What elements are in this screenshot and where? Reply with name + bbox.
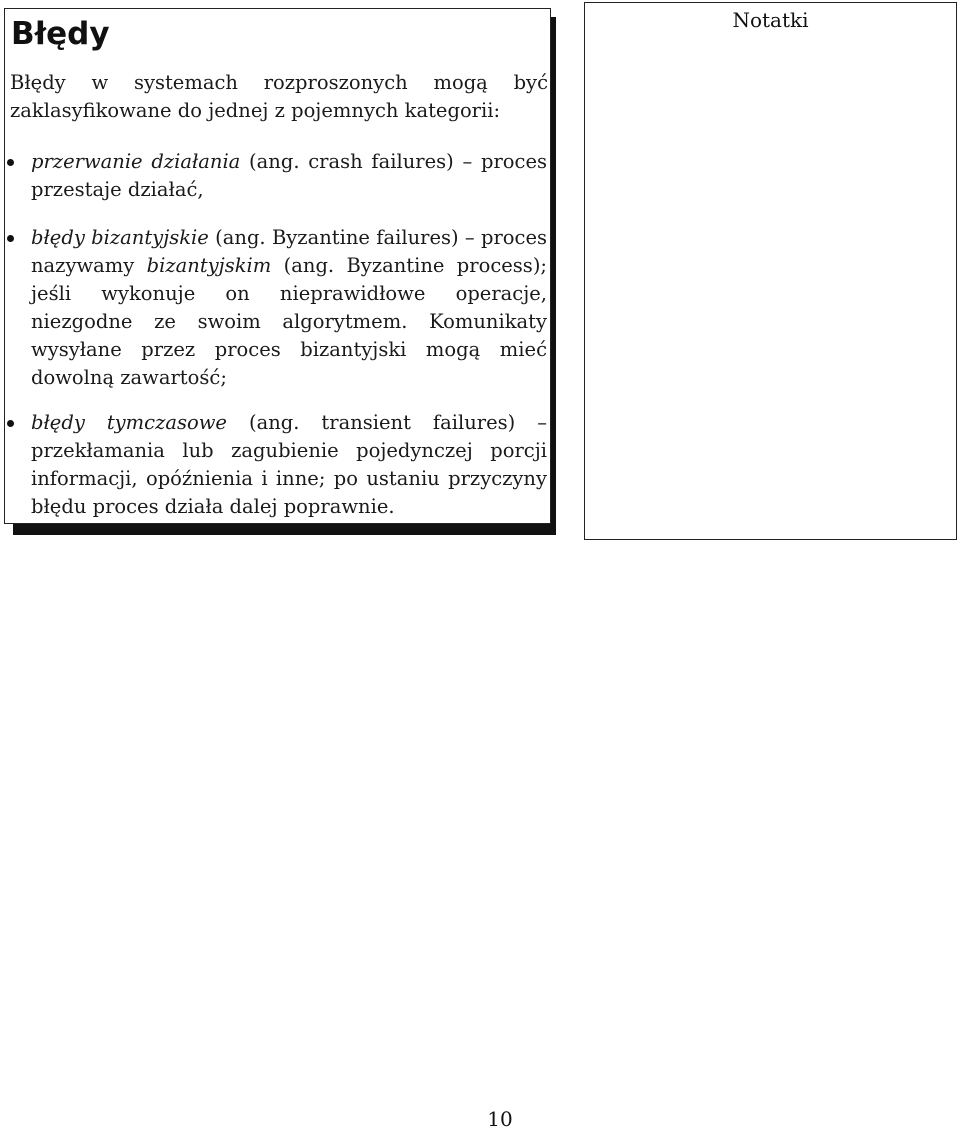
term-byzantine-process: bizantyjskim bbox=[146, 254, 272, 277]
item-text-byzantine-1: (ang. Byzantine failures) – proces nazywamy bbox=[31, 226, 547, 277]
item-text-crash: (ang. crash failures) – proces przestaje działać, bbox=[31, 150, 547, 201]
term-byzantine: błędy bizantyjskie bbox=[31, 226, 209, 249]
slide bbox=[4, 8, 551, 524]
slide-title: Błędy bbox=[11, 16, 110, 52]
item-text-byzantine-2: (ang. Byzantine process); jeśli wykonuje on nieprawidłowe operacje, niezgodne ze swoim algorytmem. Komunikaty wysyłane przez proces bizantyjski mogą mieć dowolną zawartość; bbox=[31, 254, 547, 389]
page-number: 10 bbox=[487, 1107, 513, 1131]
list-item-transient-failures bbox=[31, 409, 547, 521]
notes-panel[interactable] bbox=[584, 2, 957, 540]
term-crash: przerwanie działania bbox=[31, 150, 241, 173]
item-text-transient: (ang. transient failures) – przekłamania lub zagubienie pojedynczej porcji informacji, opóźnienia i inne; po ustaniu przyczyny błędu proces działa dalej poprawnie. bbox=[31, 411, 548, 518]
list-item-crash-failures bbox=[31, 148, 547, 204]
slide-intro: Błędy w systemach rozproszonych mogą być zaklasyfikowane do jednej z pojemnych kategorii: bbox=[10, 71, 548, 122]
list-item-byzantine-failures bbox=[31, 224, 547, 392]
notes-title: Notatki bbox=[732, 8, 809, 32]
term-transient: błędy tymczasowe bbox=[31, 411, 227, 434]
